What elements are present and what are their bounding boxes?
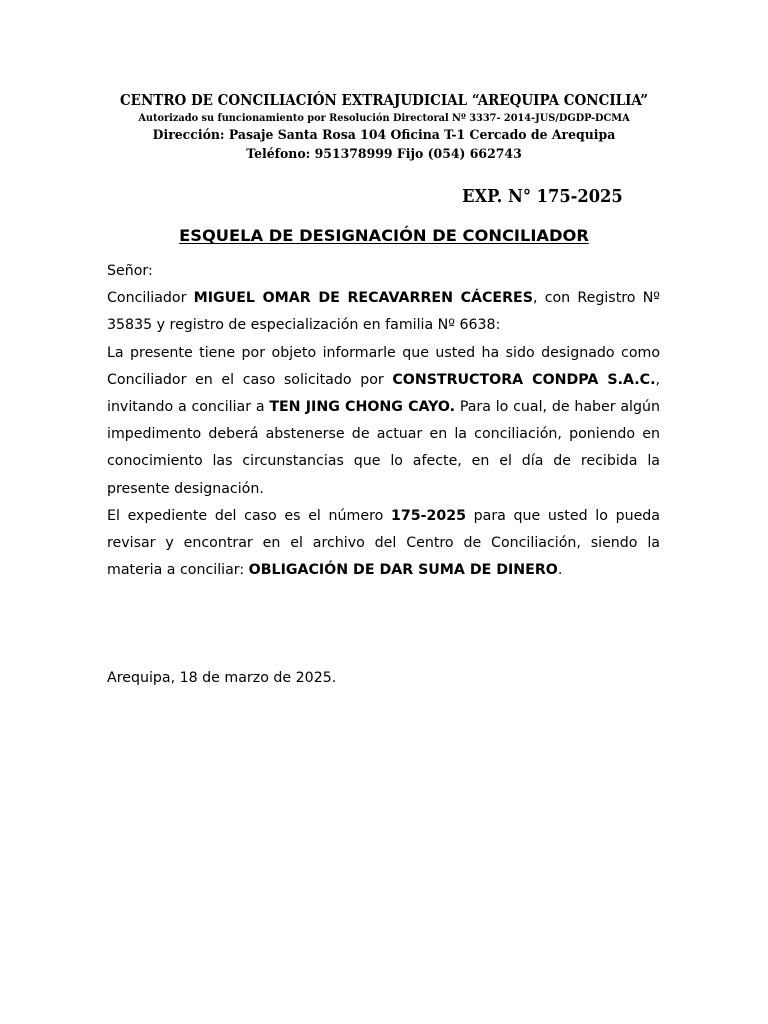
- requester-name: CONSTRUCTORA CONDPA S.A.C.: [392, 371, 656, 388]
- paragraph-case: [107, 503, 660, 585]
- authorization-line: Autorizado su funcionamiento por Resolución Directoral Nº 3337- 2014-JUS/DGDP-DCMA: [138, 112, 630, 124]
- document-title: ESQUELA DE DESIGNACIÓN DE CONCILIADOR: [179, 226, 589, 245]
- p2-part1: La presente tiene por objeto informarle que usted ha sido designado como Conciliador en el caso solicitado por: [107, 344, 660, 388]
- case-number: 175-2025: [390, 507, 466, 524]
- center-name-heading: CENTRO DE CONCILIACIÓN EXTRAJUDICIAL “AREQUIPA CONCILIA”: [119, 92, 649, 109]
- p3-end: .: [557, 562, 563, 579]
- p1-prefix: Conciliador: [107, 290, 194, 307]
- date-line: Arequipa, 18 de marzo de 2025.: [107, 670, 337, 686]
- address-line: Dirección: Pasaje Santa Rosa 104 Oficina T-1 Cercado de Arequipa: [152, 127, 616, 143]
- paragraph-conciliator: [107, 285, 660, 339]
- phone-line: Teléfono: 951378999 Fijo (054) 662743: [246, 146, 522, 162]
- paragraph-designation: [107, 340, 660, 503]
- p1-suffix: , con Registro Nº 35835 y registro de especialización en familia Nº 6638:: [107, 290, 660, 334]
- salutation: Señor:: [107, 263, 153, 279]
- letter-body: [107, 258, 660, 584]
- subject-matter: OBLIGACIÓN DE DAR SUMA DE DINERO: [248, 562, 558, 579]
- invited-party-name: TEN JING CHONG CAYO.: [269, 399, 456, 416]
- p2-part3: Para lo cual, de haber algún impedimento deberá abstenerse de actuar en la conciliación, poniendo en conocimiento las circunstancias que lo afecte, en el día de recibida la presente designación.: [107, 399, 660, 497]
- p3-part2: para que usted lo pueda revisar y encontrar en el archivo del Centro de Conciliación, siendo la materia a conciliar:: [107, 507, 660, 579]
- conciliator-name: MIGUEL OMAR DE RECAVARREN CÁCERES: [193, 290, 533, 307]
- p2-part2: , invitando a conciliar a: [107, 371, 660, 416]
- expediente-number: EXP. N° 175-2025: [462, 187, 623, 207]
- p3-part1: El expediente del caso es el número: [107, 507, 391, 524]
